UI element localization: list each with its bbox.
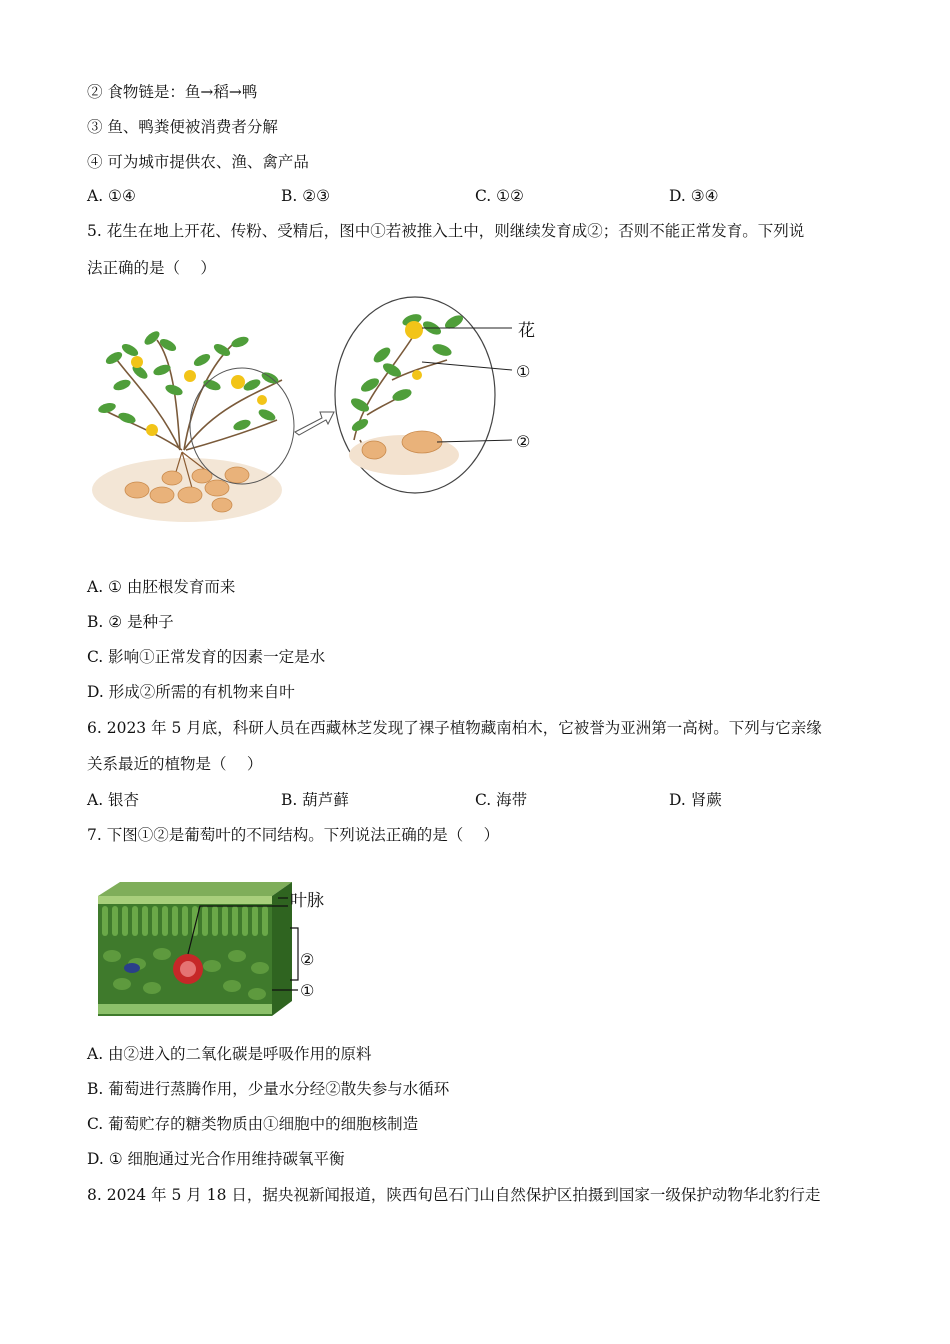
q8-stem-line-1: 8. 2024 年 5 月 18 日，据央视新闻报道，陕西旬邑石门山自然保护区拍摄到国家一级保护动物华北豹行走	[87, 1186, 821, 1204]
q5-stem-line-2: 法正确的是（ ）	[87, 259, 216, 277]
q4-option-a: A. ①④	[87, 187, 136, 205]
q6-option-c: C. 海带	[475, 791, 528, 809]
peanut-plant-figure	[92, 290, 552, 525]
q6-option-d: D. 肾蕨	[669, 791, 722, 809]
q4-option-c: C. ①②	[475, 187, 524, 205]
q5-option-c: C. 影响①正常发育的因素一定是水	[87, 648, 326, 666]
label-flower: 花	[518, 321, 535, 340]
q4-item-2: ② 食物链是：鱼→稻→鸭	[87, 83, 258, 101]
q6-option-a: A. 银杏	[87, 791, 140, 809]
q6-option-b: B. 葫芦藓	[281, 791, 349, 809]
q4-item-4: ④ 可为城市提供农、渔、禽产品	[87, 153, 309, 171]
label-2: ②	[300, 950, 315, 969]
q5-option-d: D. 形成②所需的有机物来自叶	[87, 683, 295, 701]
q7-option-c: C. 葡萄贮存的糖类物质由①细胞中的细胞核制造	[87, 1115, 419, 1133]
q4-option-b: B. ②③	[281, 187, 331, 205]
label-vein: 叶脉	[290, 891, 324, 910]
label-1: ①	[300, 981, 315, 1000]
q4-item-3: ③ 鱼、鸭粪便被消费者分解	[87, 118, 278, 136]
q5-option-b: B. ② 是种子	[87, 613, 174, 631]
q7-option-b: B. 葡萄进行蒸腾作用，少量水分经②散失参与水循环	[87, 1080, 450, 1098]
label-1: ①	[516, 362, 531, 381]
q7-stem: 7. 下图①②是葡萄叶的不同结构。下列说法正确的是（ ）	[87, 826, 500, 844]
q6-stem-line-1: 6. 2023 年 5 月底，科研人员在西藏林芝发现了裸子植物藏南柏木，它被誉为亚洲第一高树。下列与它亲缘	[87, 719, 822, 737]
leaf-section-figure	[92, 876, 342, 1021]
q5-option-a: A. ① 由胚根发育而来	[87, 578, 236, 596]
q6-stem-line-2: 关系最近的植物是（ ）	[87, 755, 263, 773]
q4-option-d: D. ③④	[669, 187, 719, 205]
q7-option-a: A. 由②进入的二氧化碳是呼吸作用的原料	[87, 1045, 372, 1063]
label-2: ②	[516, 432, 531, 451]
q7-option-d: D. ① 细胞通过光合作用维持碳氧平衡	[87, 1150, 345, 1168]
q5-stem-line-1: 5. 花生在地上开花、传粉、受精后，图中①若被推入土中，则继续发育成②；否则不能正常发育。下列说	[87, 222, 805, 240]
